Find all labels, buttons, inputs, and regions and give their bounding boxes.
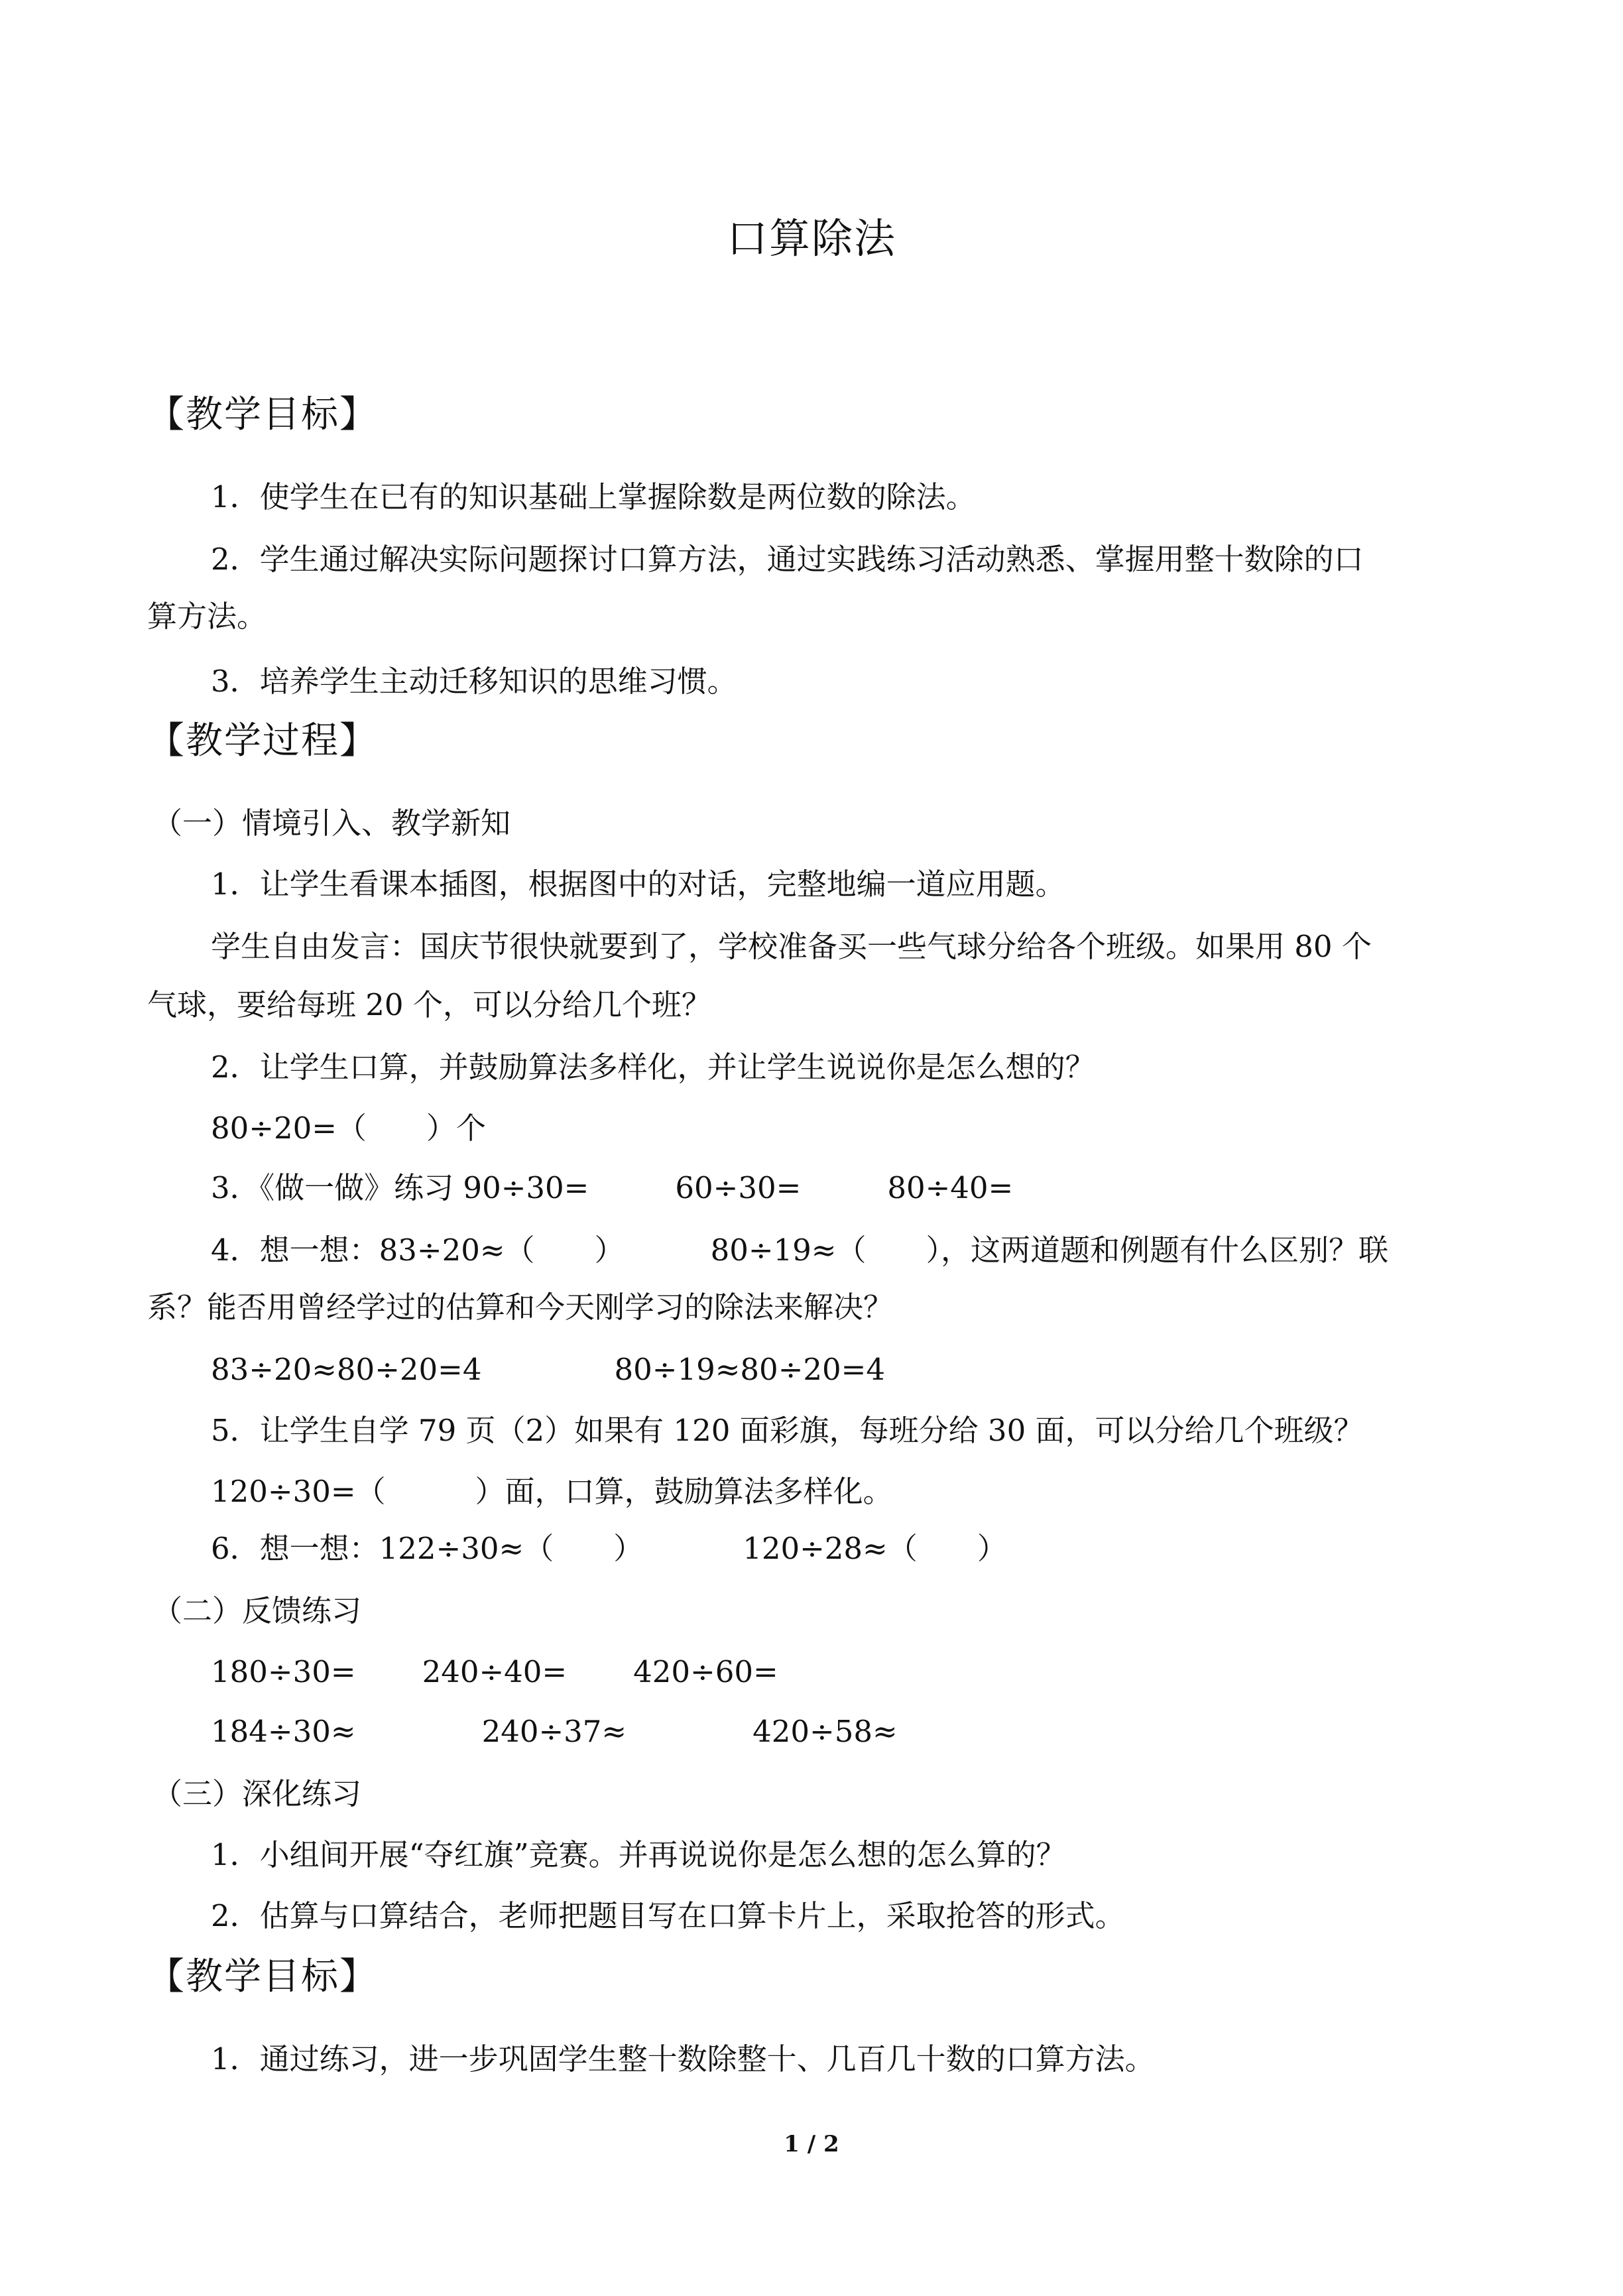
goal-item-2: 2．学生通过解决实际问题探讨口算方法，通过实践练习活动熟悉、掌握用整十数除的口: [211, 542, 1364, 577]
exercise-60-div-30: 60÷30=: [675, 1170, 802, 1205]
feedback-240-div-37: 240÷37≈: [481, 1714, 627, 1749]
process-item-4-equations: [211, 1349, 885, 1391]
section-heading-goals-2: 【教学目标】: [147, 1955, 378, 1998]
process-item-1: 1．让学生看课本插图，根据图中的对话，完整地编一道应用题。: [211, 867, 1065, 902]
feedback-420-div-60: 420÷60=: [633, 1654, 778, 1689]
feedback-180-div-30: 180÷30=: [211, 1654, 356, 1689]
process-part-3: （三）深化练习: [152, 1776, 362, 1811]
goal-item-2-cont: 算方法。: [147, 599, 267, 634]
exercise-90-div-30: 3．《做一做》练习 90÷30=: [211, 1170, 589, 1205]
page-number: 1 / 2: [784, 2131, 839, 2157]
feedback-420-div-58: 420÷58≈: [752, 1714, 898, 1749]
feedback-row-2: [211, 1711, 898, 1753]
process-item-4-cont: 系？能否用曾经学过的估算和今天刚学习的除法来解决？: [147, 1290, 894, 1325]
equation-80-div-19: 80÷19≈80÷20=4: [614, 1352, 885, 1387]
page-title: 口算除法: [726, 214, 896, 263]
section-heading-process: 【教学过程】: [147, 719, 378, 762]
process-item-4: [211, 1229, 1388, 1272]
deepen-item-1: 1．小组间开展“夺红旗”竞赛。并再说说你是怎么想的怎么算的？: [211, 1837, 1066, 1872]
estimate-120-div-28: 120÷28≈（ ）: [743, 1531, 1007, 1566]
goal-item-3: 3．培养学生主动迁移知识的思维习惯。: [211, 664, 737, 699]
process-item-6: [211, 1528, 1007, 1570]
equation-83-div-20: 83÷20≈80÷20=4: [211, 1352, 482, 1387]
process-part-2: （二）反馈练习: [152, 1593, 362, 1628]
process-item-1-answer-cont: 气球，要给每班 20 个，可以分给几个班？: [147, 987, 711, 1022]
process-item-5-equation: 120÷30=（ ）面，口算，鼓励算法多样化。: [211, 1474, 893, 1509]
exercise-80-div-40: 80÷40=: [887, 1170, 1014, 1205]
estimate-122-div-30: 6．想一想：122÷30≈（ ）: [211, 1531, 644, 1566]
process-item-3: [211, 1167, 1013, 1209]
process-part-1: （一）情境引入、教学新知: [152, 806, 511, 841]
process-item-2-equation: 80÷20=（ ）个: [211, 1111, 486, 1146]
section-heading-goals: 【教学目标】: [147, 393, 378, 436]
feedback-240-div-40: 240÷40=: [422, 1654, 568, 1689]
process-item-1-answer: 学生自由发言：国庆节很快就要到了，学校准备买一些气球分给各个班级。如果用 80 个: [211, 929, 1372, 964]
deepen-item-2: 2．估算与口算结合，老师把题目写在口算卡片上，采取抢答的形式。: [211, 1898, 1125, 1933]
feedback-row-1: [211, 1651, 778, 1693]
goal-item-1: 1．使学生在已有的知识基础上掌握除数是两位数的除法。: [211, 479, 976, 514]
goal2-item-1: 1．通过练习，进一步巩固学生整十数除整十、几百几十数的口算方法。: [211, 2041, 1155, 2077]
estimate-80-div-19: 80÷19≈（ ），这两道题和例题有什么区别？联: [710, 1233, 1389, 1268]
process-item-5: 5．让学生自学 79 页（2）如果有 120 面彩旗，每班分给 30 面，可以分给几个班级？: [211, 1413, 1364, 1448]
estimate-83-div-20: 4．想一想：83÷20≈（ ）: [211, 1233, 625, 1268]
feedback-184-div-30: 184÷30≈: [211, 1714, 356, 1749]
process-item-2: 2．让学生口算，并鼓励算法多样化，并让学生说说你是怎么想的？: [211, 1050, 1095, 1085]
